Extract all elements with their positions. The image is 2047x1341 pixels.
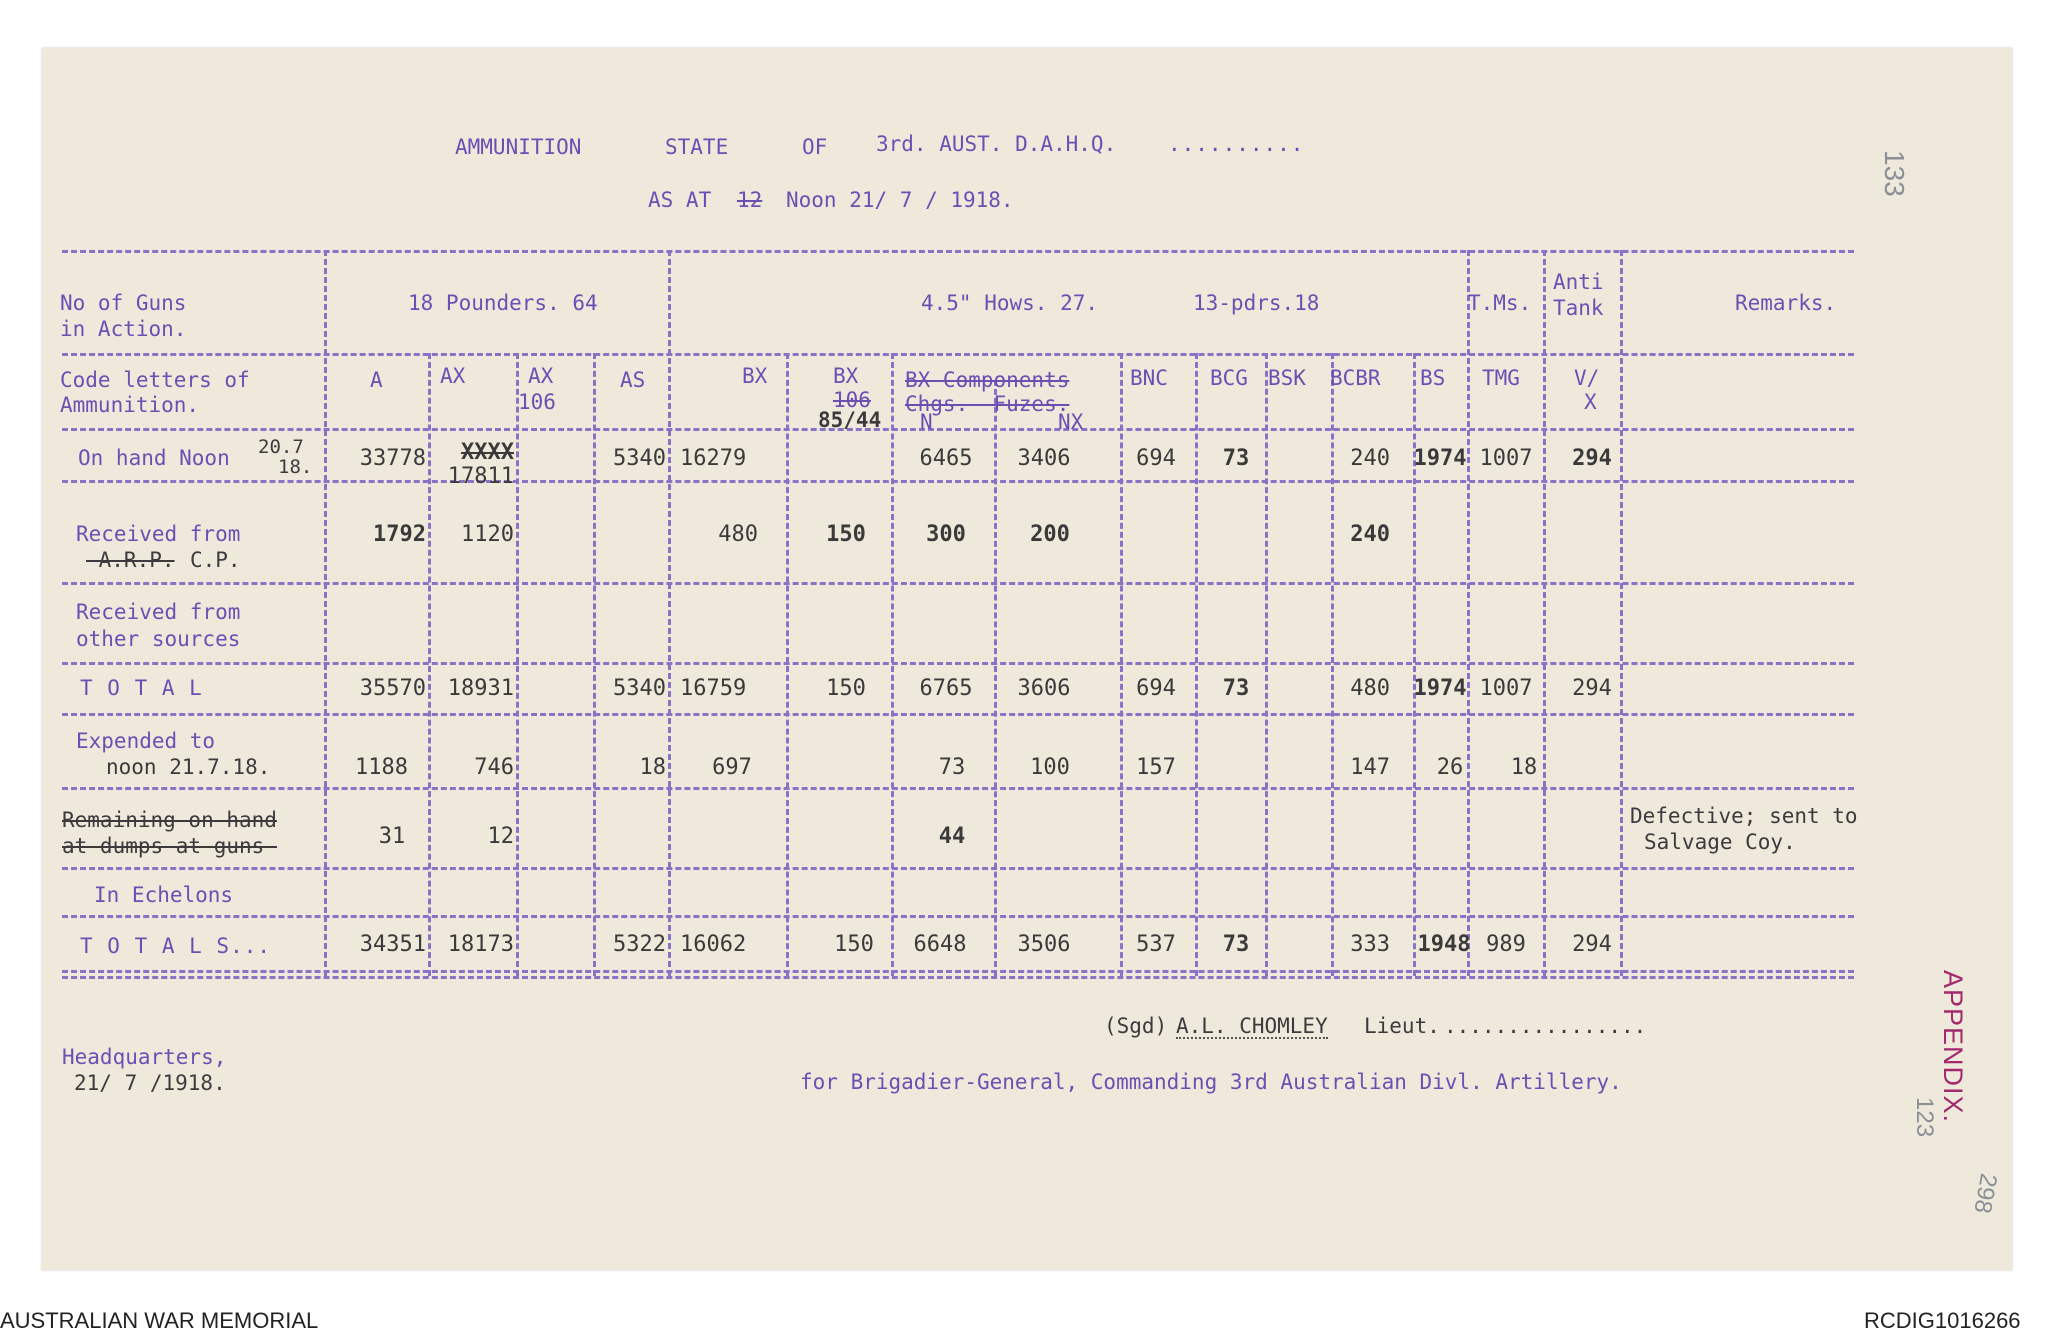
col-line-n (994, 380, 997, 976)
row-other-label-1: Received from (76, 600, 241, 624)
col-line-nx (1120, 353, 1123, 976)
total-bnc: 694 (1136, 676, 1176, 701)
guns-label-2: in Action. (60, 317, 187, 341)
col-line-ax106 (593, 353, 596, 976)
signature-dots: ................ (1444, 1014, 1647, 1038)
code-ax106-1: AX (528, 364, 554, 388)
received-bcbr: 240 (1350, 522, 1390, 547)
totals-as: 5322 (613, 932, 666, 957)
code-ax106-2: 106 (518, 390, 556, 414)
on-hand-bcbr: 240 (1350, 446, 1390, 471)
col-line-bcg (1265, 353, 1268, 976)
appendix-number: 123 (1911, 1097, 1938, 1138)
on-hand-bnc: 694 (1136, 446, 1176, 471)
row-on-hand-label: On hand Noon (78, 446, 230, 470)
row-totals-label: T O T A L S... (80, 934, 272, 958)
on-hand-ax-struck: XXXX (461, 440, 514, 465)
col-line-bx (786, 353, 789, 976)
on-hand-bcg: 73 (1222, 446, 1250, 471)
row-on-hand-date-1: 20.7 (258, 436, 304, 458)
expended-tmg: 18 (1510, 755, 1538, 780)
col-line-founders (668, 250, 671, 976)
code-bx2-sub: 85/44 (818, 408, 882, 432)
signature-sgd: (Sgd) (1104, 1014, 1168, 1038)
row-expended-label-1: Expended to (76, 729, 216, 753)
code-n: N (920, 410, 933, 434)
on-hand-ax: 17811 (447, 464, 514, 489)
code-label-2: Ammunition. (60, 393, 200, 417)
code-bnc: BNC (1130, 366, 1168, 390)
code-components-struck: BX-Components (905, 368, 1070, 392)
table-line-7 (62, 713, 1854, 716)
pdrs-count: 13-pdrs.18 (1193, 291, 1320, 315)
remaining-ax: 12 (487, 824, 514, 849)
code-tmg: TMG (1482, 366, 1520, 390)
anti-tank-label-1: Anti (1553, 270, 1604, 294)
on-hand-nx: 3406 (1017, 446, 1071, 471)
col-line-bnc (1195, 353, 1198, 976)
row-received-label-2: C.P. (190, 548, 241, 572)
remaining-remark-1: Defective; sent to (1630, 804, 1858, 828)
table-line-bottom (62, 976, 1854, 979)
total-bx2: 150 (826, 676, 866, 701)
footer-id: RCDIG1016266 (1864, 1308, 2021, 1333)
anti-tank-label-2: Tank (1553, 296, 1604, 320)
totals-a: 34351 (359, 932, 426, 957)
code-bx2-struck: 106 (833, 388, 871, 412)
received-ax: 1120 (461, 522, 514, 547)
code-a: A (370, 368, 383, 392)
total-as: 5340 (613, 676, 666, 701)
total-bcg: 73 (1222, 676, 1250, 701)
expended-bnc: 157 (1136, 755, 1176, 780)
code-bs: BS (1420, 366, 1446, 390)
totals-n: 6648 (913, 932, 967, 957)
row-received-label-1: Received from (76, 522, 241, 546)
col-line-anti (1620, 250, 1623, 976)
totals-nx: 3506 (1017, 932, 1071, 957)
as-at-label: AS AT (648, 188, 712, 212)
footer-source: AUSTRALIAN WAR MEMORIAL (0, 1308, 319, 1333)
corner-number: 298 (1968, 1171, 2002, 1216)
unit-name: 3rd. AUST. D.A.H.Q. (876, 132, 1117, 156)
on-hand-bs: 1974 (1413, 446, 1467, 471)
table-line-11 (62, 970, 1854, 973)
on-hand-v: 294 (1572, 446, 1612, 471)
signature-name: A.L. CHOMLEY (1176, 1014, 1328, 1038)
unit-dots: .......... (1168, 132, 1305, 156)
table-line-3 (62, 428, 1854, 431)
remaining-n: 44 (938, 824, 966, 849)
received-nx: 200 (1030, 522, 1070, 547)
col-line-a (428, 353, 431, 976)
table-line-6 (62, 662, 1854, 665)
row-total-label: T O T A L (80, 676, 203, 700)
received-bx2: 150 (826, 522, 866, 547)
total-ax: 18931 (447, 676, 514, 701)
row-on-hand-date-2: 18. (278, 456, 313, 478)
total-a: 35570 (359, 676, 426, 701)
table-line-8 (62, 787, 1854, 790)
col-line-ax (516, 353, 519, 976)
total-bcbr: 480 (1350, 676, 1390, 701)
title-state: STATE (665, 135, 729, 159)
received-a: 1792 (373, 522, 426, 547)
as-at-struck-hour: 12 (737, 188, 763, 212)
founders-count: 18 Pounders. 64 (408, 291, 598, 315)
totals-bx: 16062 (680, 932, 747, 957)
table-line-10 (62, 915, 1854, 918)
row-echelons-label: In Echelons (94, 883, 234, 907)
totals-v: 294 (1572, 932, 1612, 957)
code-as: AS (620, 368, 646, 392)
appendix-stamp: APPENDIX. (1938, 970, 1968, 1124)
row-other-label-2: other sources (76, 627, 241, 651)
total-bx: 16759 (680, 676, 747, 701)
total-v: 294 (1572, 676, 1612, 701)
page-number: 133 (1879, 150, 1910, 197)
totals-bcg: 73 (1222, 932, 1250, 957)
row-remaining-label-2: at-dumps-at-guns- (62, 834, 277, 858)
signature-for-line: for Brigadier-General, Commanding 3rd Australian Divl. Artillery. (800, 1070, 1622, 1094)
code-bcbr: BCBR (1330, 366, 1381, 390)
remaining-remark-2: Salvage Coy. (1644, 830, 1796, 854)
totals-bcbr: 333 (1350, 932, 1390, 957)
row-received-label-struck: -A.R.P. (86, 548, 175, 572)
hq-line-1: Headquarters, (62, 1045, 227, 1069)
total-tmg: 1007 (1479, 676, 1533, 701)
expended-bcbr: 147 (1350, 755, 1390, 780)
expended-a: 1188 (355, 755, 408, 780)
row-remaining-label-1: Remaining-on-hand (62, 808, 277, 832)
expended-ax: 746 (474, 755, 514, 780)
col-line-bx2 (891, 353, 894, 976)
on-hand-a: 33778 (359, 446, 426, 471)
table-line-4 (62, 480, 1854, 483)
code-bsk: BSK (1268, 366, 1306, 390)
on-hand-bx: 16279 (680, 446, 747, 471)
tms-label: T.Ms. (1468, 291, 1532, 315)
expended-as: 18 (639, 755, 666, 780)
code-bx: BX (742, 364, 768, 388)
remarks-header: Remarks. (1735, 291, 1837, 315)
total-bs: 1974 (1413, 676, 1467, 701)
code-bcg: BCG (1210, 366, 1248, 390)
col-line-bsk (1331, 353, 1334, 976)
guns-label-1: No of Guns (60, 291, 187, 315)
col-line-hows (1467, 250, 1470, 976)
code-vx-1: V/ (1574, 366, 1600, 390)
remaining-a: 31 (378, 824, 406, 849)
as-at-date: Noon 21/ 7 / 1918. (786, 188, 1014, 212)
totals-ax: 18173 (447, 932, 514, 957)
total-nx: 3606 (1017, 676, 1071, 701)
expended-n: 73 (938, 755, 966, 780)
code-nx: NX (1058, 410, 1084, 434)
title-of: OF (802, 135, 828, 159)
code-vx-2: X (1584, 390, 1597, 414)
table-line-5 (62, 582, 1854, 585)
hq-line-2: 21/ 7 /1918. (74, 1071, 226, 1095)
signature-rank: Lieut. (1364, 1014, 1440, 1038)
on-hand-as: 5340 (613, 446, 666, 471)
totals-tmg: 989 (1486, 932, 1526, 957)
on-hand-tmg: 1007 (1479, 446, 1533, 471)
received-n: 300 (926, 522, 966, 547)
on-hand-n: 6465 (919, 446, 973, 471)
expended-nx: 100 (1030, 755, 1070, 780)
hows-count: 4.5" Hows. 27. (921, 291, 1099, 315)
totals-bx2: 150 (834, 932, 874, 957)
total-n: 6765 (919, 676, 973, 701)
table-line-top (62, 250, 1854, 253)
table-line-9 (62, 867, 1854, 870)
code-ax: AX (440, 364, 466, 388)
totals-bs: 1948 (1417, 932, 1471, 957)
title-ammunition: AMMUNITION (455, 135, 582, 159)
code-charges-struck: Chgs.--Fuzes. (905, 392, 1070, 416)
row-expended-label-2: noon 21.7.18. (106, 755, 271, 779)
table-line-2 (62, 353, 1854, 356)
expended-bs: 26 (1436, 755, 1464, 780)
expended-bx: 697 (712, 755, 752, 780)
code-label-1: Code letters of (60, 368, 250, 392)
received-bx: 480 (718, 522, 758, 547)
code-bx2: BX (833, 364, 859, 388)
totals-bnc: 537 (1136, 932, 1176, 957)
col-line-tms (1543, 250, 1546, 976)
col-line-label (324, 250, 327, 976)
